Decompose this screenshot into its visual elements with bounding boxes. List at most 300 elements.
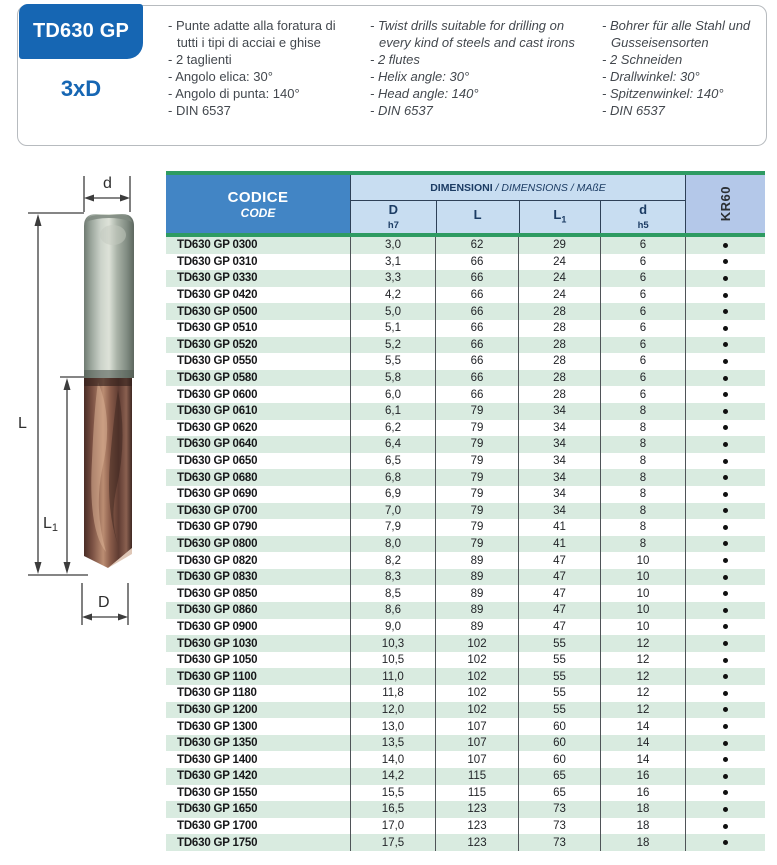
row-shank-diameter-d: 6	[600, 337, 685, 354]
row-flute-length-L1: 60	[518, 735, 600, 752]
row-overall-length-L: 79	[435, 486, 518, 503]
row-flute-length-L1: 34	[518, 503, 600, 520]
row-kr60-availability	[685, 768, 765, 785]
row-kr60-availability	[685, 668, 765, 685]
row-overall-length-L: 107	[435, 718, 518, 735]
table-row	[166, 287, 765, 304]
column-header-diameter: D h7	[387, 201, 399, 232]
dimensions-group-title: DIMENSIONI / DIMENSIONS / MAßE	[351, 175, 685, 201]
row-diameter-D: 3,0	[350, 237, 435, 254]
table-row	[166, 320, 765, 337]
row-flute-length-L1: 65	[518, 785, 600, 802]
row-overall-length-L: 123	[435, 818, 518, 835]
availability-dot-icon	[723, 807, 728, 812]
row-code: TD630 GP 1200	[177, 703, 258, 716]
row-diameter-D: 10,5	[350, 652, 435, 669]
row-shank-diameter-d: 10	[600, 569, 685, 586]
row-code: TD630 GP 0550	[177, 355, 258, 368]
row-shank-diameter-d: 6	[600, 370, 685, 387]
row-diameter-D: 10,3	[350, 635, 435, 652]
row-flute-length-L1: 47	[518, 569, 600, 586]
row-flute-length-L1: 60	[518, 718, 600, 735]
row-diameter-D: 8,2	[350, 552, 435, 569]
table-row	[166, 685, 765, 702]
row-shank-diameter-d: 16	[600, 785, 685, 802]
row-shank-diameter-d: 6	[600, 237, 685, 254]
table-row	[166, 552, 765, 569]
table-row	[166, 353, 765, 370]
product-code: TD630 GP	[32, 20, 130, 42]
availability-dot-icon	[723, 293, 728, 298]
row-overall-length-L: 79	[435, 403, 518, 420]
row-kr60-availability	[685, 453, 765, 470]
availability-dot-icon	[723, 674, 728, 679]
row-code: TD630 GP 1400	[177, 753, 258, 766]
row-flute-length-L1: 47	[518, 585, 600, 602]
row-diameter-D: 14,0	[350, 751, 435, 768]
description-item: - 2 Schneiden	[602, 51, 777, 68]
row-overall-length-L: 66	[435, 320, 518, 337]
row-kr60-availability	[685, 818, 765, 835]
row-kr60-availability	[685, 254, 765, 271]
row-kr60-availability	[685, 569, 765, 586]
row-diameter-D: 8,0	[350, 536, 435, 553]
row-overall-length-L: 107	[435, 735, 518, 752]
availability-dot-icon	[723, 259, 728, 264]
column-header-code: CODICE CODE	[166, 175, 350, 233]
row-kr60-availability	[685, 685, 765, 702]
table-row	[166, 453, 765, 470]
table-row	[166, 785, 765, 802]
row-overall-length-L: 66	[435, 303, 518, 320]
row-kr60-availability	[685, 619, 765, 636]
row-flute-length-L1: 47	[518, 552, 600, 569]
row-shank-diameter-d: 18	[600, 818, 685, 835]
row-kr60-availability	[685, 486, 765, 503]
row-diameter-D: 17,0	[350, 818, 435, 835]
table-row	[166, 237, 765, 254]
row-flute-length-L1: 47	[518, 619, 600, 636]
row-code: TD630 GP 0600	[177, 388, 258, 401]
row-overall-length-L: 89	[435, 602, 518, 619]
row-shank-diameter-d: 8	[600, 436, 685, 453]
row-overall-length-L: 79	[435, 536, 518, 553]
label-overall-length: L	[18, 415, 27, 432]
table-row	[166, 337, 765, 354]
row-shank-diameter-d: 8	[600, 469, 685, 486]
availability-dot-icon	[723, 541, 728, 546]
table-row	[166, 801, 765, 818]
row-shank-diameter-d: 8	[600, 536, 685, 553]
row-diameter-D: 7,0	[350, 503, 435, 520]
table-row	[166, 585, 765, 602]
row-flute-length-L1: 34	[518, 469, 600, 486]
row-code: TD630 GP 1700	[177, 820, 258, 833]
row-shank-diameter-d: 12	[600, 635, 685, 652]
availability-dot-icon	[723, 326, 728, 331]
row-diameter-D: 17,5	[350, 834, 435, 851]
row-overall-length-L: 123	[435, 834, 518, 851]
availability-dot-icon	[723, 359, 728, 364]
row-code: TD630 GP 0830	[177, 571, 258, 584]
row-shank-diameter-d: 18	[600, 801, 685, 818]
row-kr60-availability	[685, 801, 765, 818]
row-kr60-availability	[685, 602, 765, 619]
row-kr60-availability	[685, 303, 765, 320]
row-code: TD630 GP 0680	[177, 471, 258, 484]
row-code: TD630 GP 0790	[177, 521, 258, 534]
label-flute-length: L1	[43, 515, 59, 534]
row-shank-diameter-d: 6	[600, 320, 685, 337]
drill-flutes	[84, 378, 132, 568]
table-row	[166, 536, 765, 553]
row-diameter-D: 14,2	[350, 768, 435, 785]
table-row	[166, 569, 765, 586]
row-flute-length-L1: 55	[518, 668, 600, 685]
row-diameter-D: 6,1	[350, 403, 435, 420]
row-flute-length-L1: 24	[518, 254, 600, 271]
row-shank-diameter-d: 6	[600, 353, 685, 370]
description-item: - Angolo elica: 30°	[168, 68, 358, 85]
row-overall-length-L: 107	[435, 751, 518, 768]
table-row	[166, 602, 765, 619]
row-kr60-availability	[685, 536, 765, 553]
row-kr60-availability	[685, 337, 765, 354]
row-shank-diameter-d: 8	[600, 420, 685, 437]
row-diameter-D: 3,1	[350, 254, 435, 271]
row-shank-diameter-d: 14	[600, 751, 685, 768]
availability-dot-icon	[723, 425, 728, 430]
availability-dot-icon	[723, 558, 728, 563]
row-kr60-availability	[685, 469, 765, 486]
row-shank-diameter-d: 6	[600, 270, 685, 287]
dimension-overall-length	[28, 213, 88, 575]
availability-dot-icon	[723, 459, 728, 464]
row-code: TD630 GP 0640	[177, 438, 258, 451]
row-flute-length-L1: 60	[518, 751, 600, 768]
row-code: TD630 GP 0500	[177, 305, 258, 318]
row-overall-length-L: 102	[435, 702, 518, 719]
row-shank-diameter-d: 18	[600, 834, 685, 851]
table-row	[166, 254, 765, 271]
row-overall-length-L: 62	[435, 237, 518, 254]
row-kr60-availability	[685, 436, 765, 453]
row-overall-length-L: 89	[435, 585, 518, 602]
row-code: TD630 GP 0820	[177, 554, 258, 567]
description-item: - 2 taglienti	[168, 51, 358, 68]
row-code: TD630 GP 0580	[177, 372, 258, 385]
row-shank-diameter-d: 12	[600, 685, 685, 702]
drill-shank	[84, 214, 134, 378]
row-overall-length-L: 89	[435, 569, 518, 586]
row-code: TD630 GP 0620	[177, 421, 258, 434]
row-diameter-D: 9,0	[350, 619, 435, 636]
row-code: TD630 GP 0520	[177, 338, 258, 351]
row-flute-length-L1: 24	[518, 270, 600, 287]
table-row	[166, 436, 765, 453]
availability-dot-icon	[723, 442, 728, 447]
table-row	[166, 486, 765, 503]
row-flute-length-L1: 24	[518, 287, 600, 304]
row-diameter-D: 13,5	[350, 735, 435, 752]
row-kr60-availability	[685, 320, 765, 337]
description-item: - Helix angle: 30°	[370, 68, 594, 85]
table-row	[166, 702, 765, 719]
row-code: TD630 GP 1750	[177, 836, 258, 849]
row-overall-length-L: 66	[435, 337, 518, 354]
row-code: TD630 GP 0300	[177, 239, 258, 252]
row-overall-length-L: 115	[435, 768, 518, 785]
row-flute-length-L1: 28	[518, 337, 600, 354]
row-diameter-D: 13,0	[350, 718, 435, 735]
row-kr60-availability	[685, 834, 765, 851]
row-diameter-D: 3,3	[350, 270, 435, 287]
row-flute-length-L1: 28	[518, 370, 600, 387]
table-row	[166, 652, 765, 669]
row-code: TD630 GP 0800	[177, 537, 258, 550]
table-row	[166, 370, 765, 387]
product-info-box	[17, 5, 767, 146]
availability-dot-icon	[723, 757, 728, 762]
dimensions-header-group	[350, 175, 685, 233]
label-cutting-diameter: D	[98, 594, 110, 611]
column-header-flute-length: $L_1$	[519, 201, 601, 233]
row-diameter-D: 8,6	[350, 602, 435, 619]
row-diameter-D: 7,9	[350, 519, 435, 536]
row-flute-length-L1: 34	[518, 403, 600, 420]
row-flute-length-L1: 28	[518, 386, 600, 403]
row-overall-length-L: 102	[435, 652, 518, 669]
row-shank-diameter-d: 12	[600, 668, 685, 685]
row-flute-length-L1: 28	[518, 320, 600, 337]
row-shank-diameter-d: 6	[600, 254, 685, 271]
row-overall-length-L: 89	[435, 552, 518, 569]
row-diameter-D: 6,5	[350, 453, 435, 470]
row-kr60-availability	[685, 386, 765, 403]
availability-dot-icon	[723, 243, 728, 248]
row-kr60-availability	[685, 270, 765, 287]
row-code: TD630 GP 0610	[177, 405, 258, 418]
row-flute-length-L1: 28	[518, 303, 600, 320]
availability-dot-icon	[723, 525, 728, 530]
row-shank-diameter-d: 8	[600, 486, 685, 503]
row-kr60-availability	[685, 420, 765, 437]
row-diameter-D: 15,5	[350, 785, 435, 802]
row-shank-diameter-d: 6	[600, 386, 685, 403]
row-kr60-availability	[685, 652, 765, 669]
row-overall-length-L: 89	[435, 619, 518, 636]
table-row	[166, 420, 765, 437]
availability-dot-icon	[723, 774, 728, 779]
description-item: - DIN 6537	[370, 102, 594, 119]
row-code: TD630 GP 0650	[177, 455, 258, 468]
availability-dot-icon	[723, 824, 728, 829]
row-flute-length-L1: 55	[518, 702, 600, 719]
row-flute-length-L1: 55	[518, 685, 600, 702]
row-kr60-availability	[685, 552, 765, 569]
table-header	[166, 175, 765, 233]
row-code: TD630 GP 1180	[177, 687, 257, 700]
row-overall-length-L: 79	[435, 469, 518, 486]
row-overall-length-L: 66	[435, 270, 518, 287]
row-kr60-availability	[685, 503, 765, 520]
row-shank-diameter-d: 10	[600, 552, 685, 569]
row-shank-diameter-d: 6	[600, 303, 685, 320]
description-list-german	[602, 17, 777, 119]
row-flute-length-L1: 34	[518, 486, 600, 503]
row-diameter-D: 6,0	[350, 386, 435, 403]
row-flute-length-L1: 55	[518, 635, 600, 652]
description-item: - Spitzenwinkel: 140°	[602, 85, 777, 102]
row-flute-length-L1: 34	[518, 453, 600, 470]
row-diameter-D: 11,8	[350, 685, 435, 702]
availability-dot-icon	[723, 741, 728, 746]
description-list-english	[370, 17, 594, 119]
availability-dot-icon	[723, 492, 728, 497]
row-flute-length-L1: 28	[518, 353, 600, 370]
row-code: TD630 GP 0860	[177, 604, 258, 617]
table-row	[166, 768, 765, 785]
column-header-overall-length: L	[436, 201, 519, 233]
table-row	[166, 834, 765, 851]
row-overall-length-L: 66	[435, 287, 518, 304]
row-flute-length-L1: 29	[518, 237, 600, 254]
product-code-tab	[19, 4, 143, 59]
row-flute-length-L1: 73	[518, 801, 600, 818]
row-code: TD630 GP 1650	[177, 803, 258, 816]
description-item: - Head angle: 140°	[370, 85, 594, 102]
availability-dot-icon	[723, 591, 728, 596]
availability-dot-icon	[723, 392, 728, 397]
row-overall-length-L: 102	[435, 668, 518, 685]
description-item: - DIN 6537	[168, 102, 358, 119]
row-flute-length-L1: 47	[518, 602, 600, 619]
description-item: - Drallwinkel: 30°	[602, 68, 777, 85]
availability-dot-icon	[723, 475, 728, 480]
row-kr60-availability	[685, 353, 765, 370]
row-overall-length-L: 79	[435, 519, 518, 536]
row-flute-length-L1: 73	[518, 834, 600, 851]
row-diameter-D: 12,0	[350, 702, 435, 719]
row-diameter-D: 6,2	[350, 420, 435, 437]
availability-dot-icon	[723, 409, 728, 414]
availability-dot-icon	[723, 724, 728, 729]
availability-dot-icon	[723, 575, 728, 580]
availability-dot-icon	[723, 691, 728, 696]
row-flute-length-L1: 73	[518, 818, 600, 835]
row-diameter-D: 5,8	[350, 370, 435, 387]
row-diameter-D: 6,9	[350, 486, 435, 503]
availability-dot-icon	[723, 840, 728, 845]
table-row	[166, 270, 765, 287]
availability-dot-icon	[723, 342, 728, 347]
row-flute-length-L1: 55	[518, 652, 600, 669]
row-shank-diameter-d: 10	[600, 602, 685, 619]
row-kr60-availability	[685, 370, 765, 387]
row-kr60-availability	[685, 585, 765, 602]
table-row	[166, 818, 765, 835]
row-shank-diameter-d: 6	[600, 287, 685, 304]
table-row	[166, 403, 765, 420]
row-shank-diameter-d: 8	[600, 453, 685, 470]
row-overall-length-L: 66	[435, 386, 518, 403]
description-item: - Twist drills suitable for drilling on every kind of steels and cast irons	[370, 17, 594, 51]
row-code: TD630 GP 0330	[177, 272, 258, 285]
drill-diagram	[10, 160, 165, 720]
row-code: TD630 GP 1350	[177, 737, 258, 750]
table-row	[166, 635, 765, 652]
row-shank-diameter-d: 10	[600, 585, 685, 602]
column-header-shank-diameter: d h5	[600, 201, 685, 233]
row-overall-length-L: 79	[435, 436, 518, 453]
row-shank-diameter-d: 8	[600, 519, 685, 536]
row-diameter-D: 5,5	[350, 353, 435, 370]
row-diameter-D: 5,1	[350, 320, 435, 337]
availability-dot-icon	[723, 376, 728, 381]
row-diameter-D: 5,2	[350, 337, 435, 354]
product-variant: 3xD	[60, 76, 102, 101]
row-overall-length-L: 102	[435, 635, 518, 652]
table-row	[166, 503, 765, 520]
table-row	[166, 519, 765, 536]
row-shank-diameter-d: 16	[600, 768, 685, 785]
row-diameter-D: 11,0	[350, 668, 435, 685]
table-row	[166, 619, 765, 636]
availability-dot-icon	[723, 309, 728, 314]
row-code: TD630 GP 1050	[177, 654, 258, 667]
row-code: TD630 GP 1420	[177, 770, 258, 783]
row-flute-length-L1: 34	[518, 436, 600, 453]
dimensions-table	[166, 171, 765, 851]
row-kr60-availability	[685, 519, 765, 536]
row-diameter-D: 16,5	[350, 801, 435, 818]
row-kr60-availability	[685, 635, 765, 652]
availability-dot-icon	[723, 624, 728, 629]
row-diameter-D: 6,4	[350, 436, 435, 453]
row-shank-diameter-d: 12	[600, 702, 685, 719]
row-overall-length-L: 79	[435, 420, 518, 437]
row-code: TD630 GP 0420	[177, 289, 258, 302]
availability-dot-icon	[723, 508, 728, 513]
row-diameter-D: 8,3	[350, 569, 435, 586]
row-code: TD630 GP 0690	[177, 488, 258, 501]
availability-dot-icon	[723, 608, 728, 613]
availability-dot-icon	[723, 707, 728, 712]
row-overall-length-L: 79	[435, 453, 518, 470]
description-item: - Punte adatte alla foratura di tutti i tipi di acciai e ghise	[168, 17, 358, 51]
table-row	[166, 303, 765, 320]
row-code: TD630 GP 1550	[177, 786, 258, 799]
row-overall-length-L: 115	[435, 785, 518, 802]
row-kr60-availability	[685, 403, 765, 420]
row-kr60-availability	[685, 237, 765, 254]
row-overall-length-L: 66	[435, 353, 518, 370]
description-item: - 2 flutes	[370, 51, 594, 68]
row-diameter-D: 6,8	[350, 469, 435, 486]
row-shank-diameter-d: 8	[600, 403, 685, 420]
table-body	[166, 237, 765, 851]
row-kr60-availability	[685, 735, 765, 752]
table-row	[166, 469, 765, 486]
row-overall-length-L: 79	[435, 503, 518, 520]
row-diameter-D: 4,2	[350, 287, 435, 304]
row-flute-length-L1: 41	[518, 519, 600, 536]
availability-dot-icon	[723, 276, 728, 281]
table-row	[166, 718, 765, 735]
row-kr60-availability	[685, 785, 765, 802]
column-header-grade-kr60: KR60	[685, 175, 765, 233]
table-row	[166, 668, 765, 685]
